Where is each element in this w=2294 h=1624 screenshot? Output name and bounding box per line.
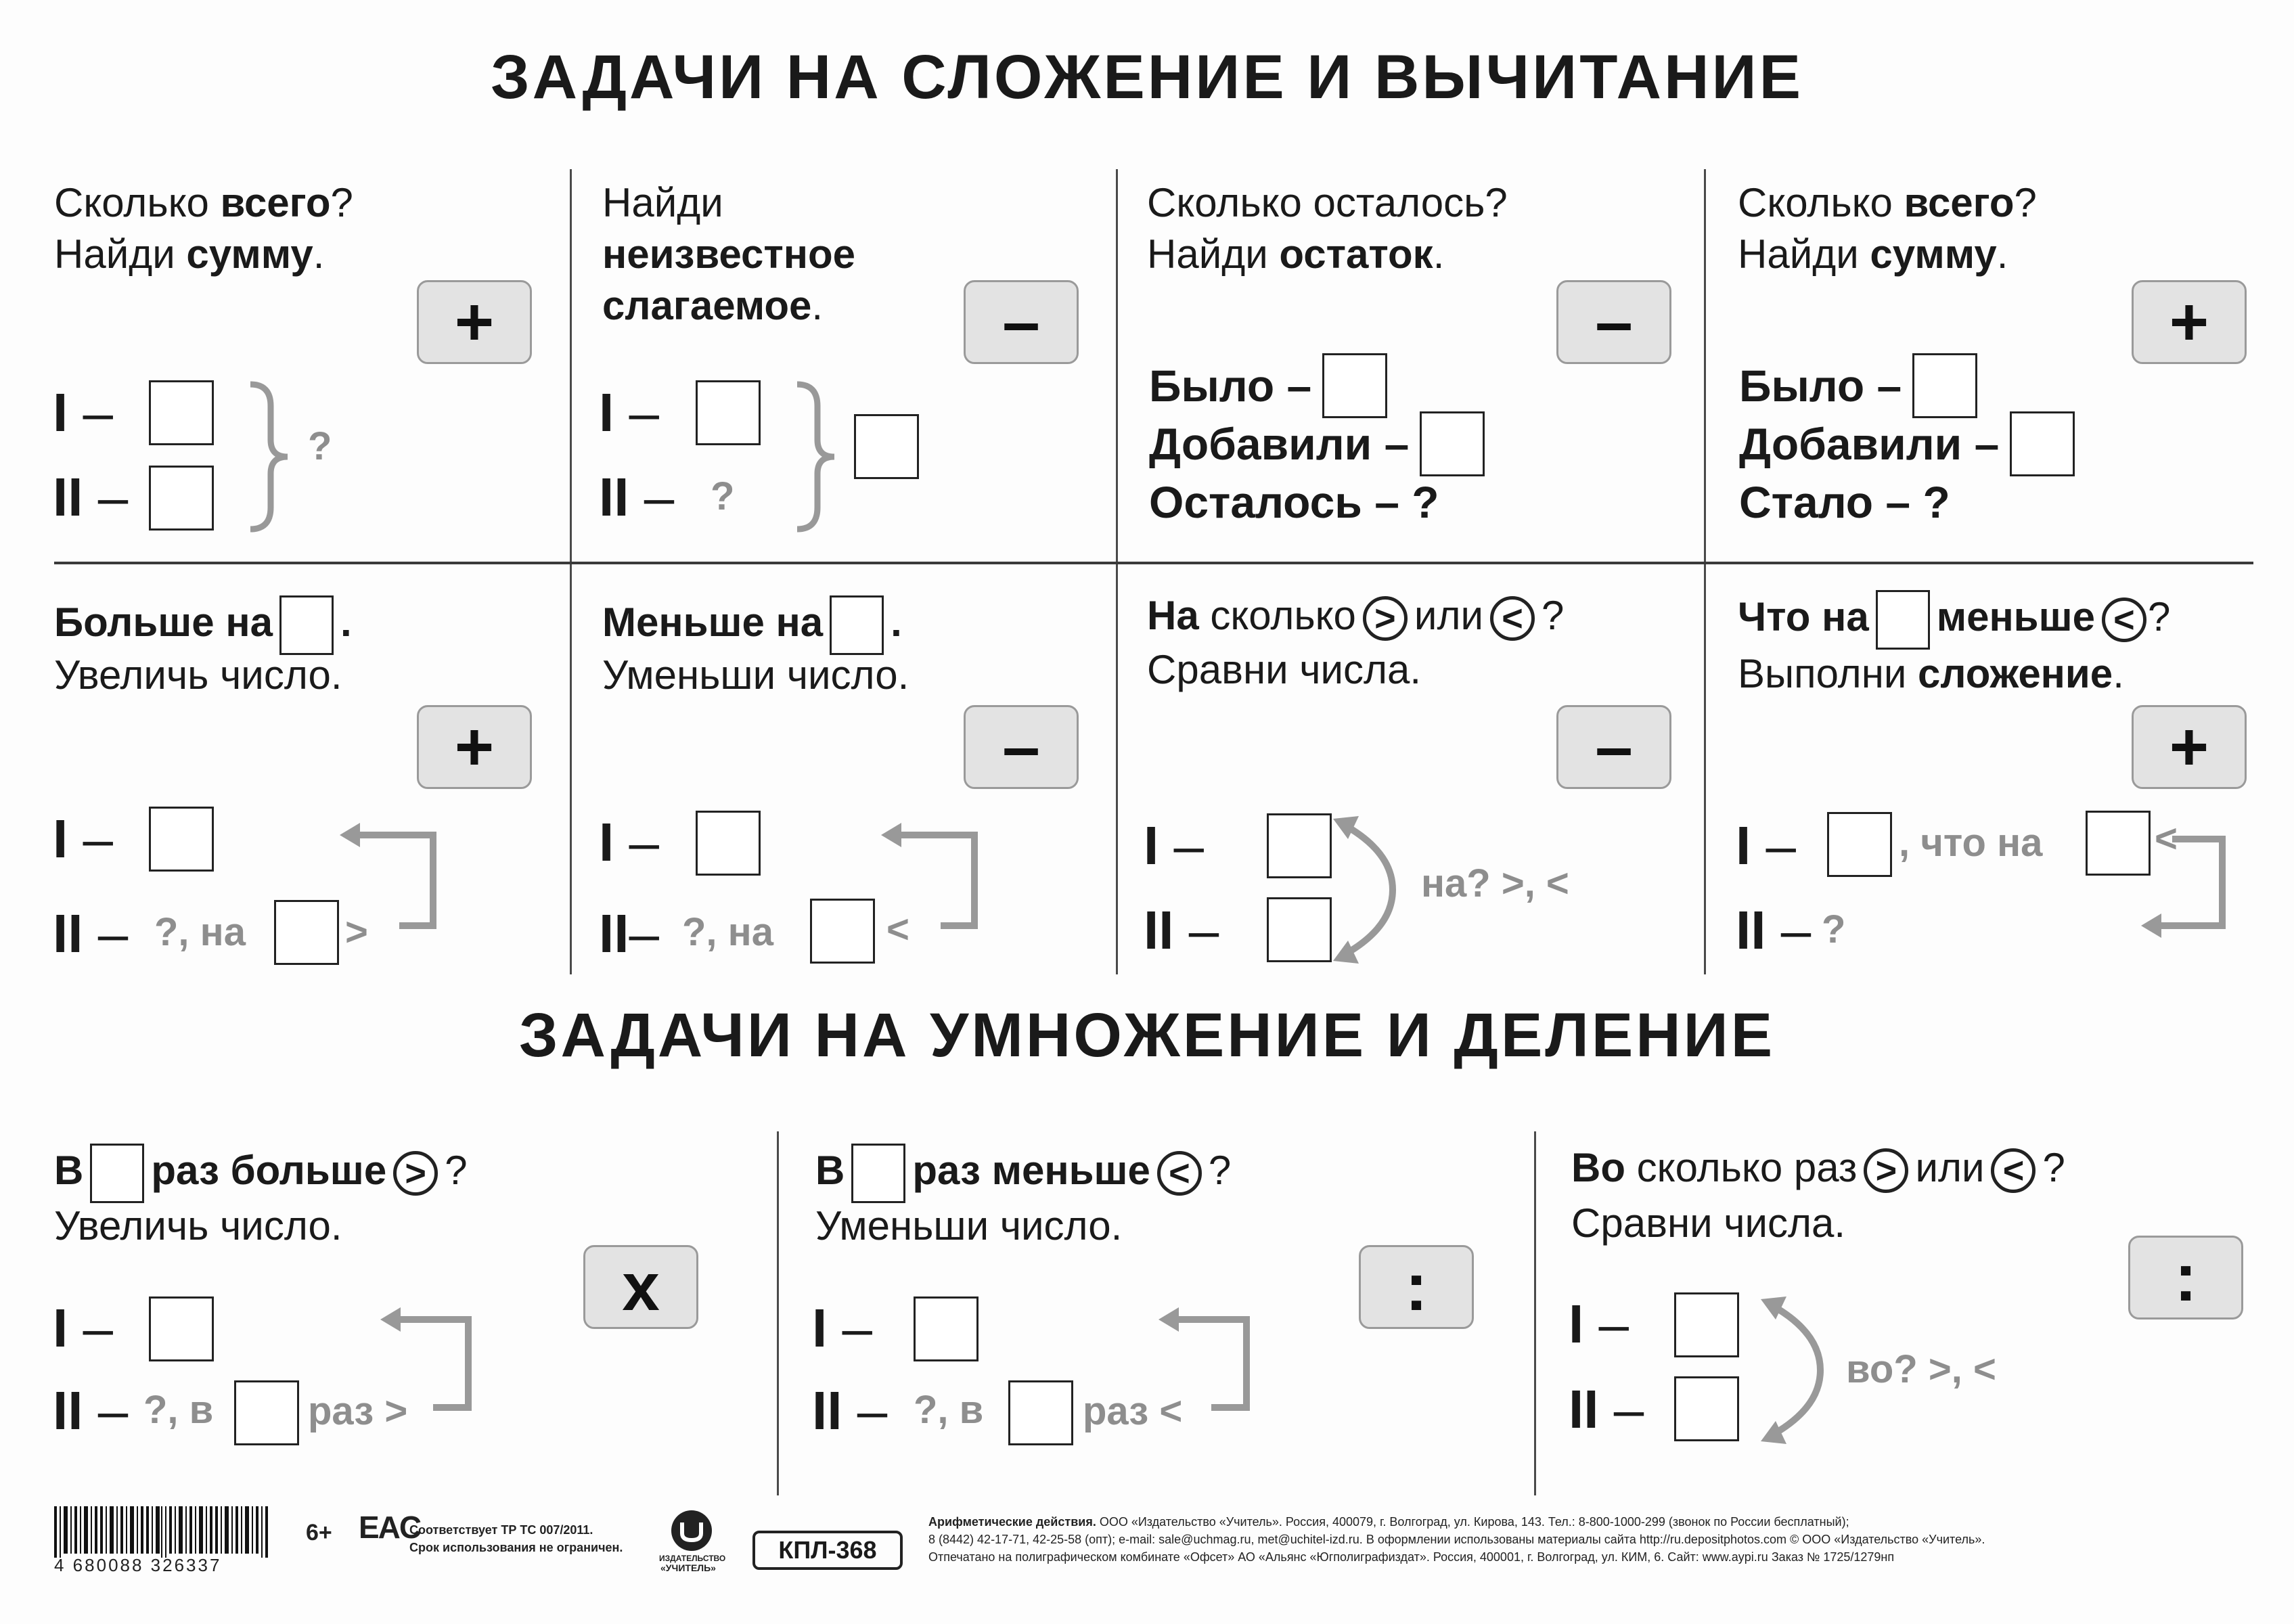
text: Выполни <box>1738 651 1918 696</box>
dash: – <box>97 903 129 964</box>
question-line <box>602 229 855 279</box>
dash: – <box>629 903 659 964</box>
text: Найди <box>1147 231 1280 277</box>
roman-two: II <box>53 467 83 527</box>
keyword: сумму <box>1870 231 1997 277</box>
dash: – <box>1598 1294 1629 1354</box>
hint-text: < <box>2155 817 2178 861</box>
keyword: всего <box>1904 180 2015 225</box>
minus-sign-card: – <box>1556 705 1671 789</box>
imprint-title: Арифметические действия. <box>928 1515 1096 1529</box>
row-label-2 <box>812 1380 887 1441</box>
keyword: Больше на <box>54 599 273 645</box>
less-than-icon: < <box>2102 597 2146 642</box>
dash: – <box>1188 900 1219 960</box>
barcode-number: 4 680088 326337 <box>54 1555 222 1575</box>
minus-sign-card: – <box>964 705 1079 789</box>
text: Сколько <box>1738 180 1904 225</box>
roman-one: I <box>1144 815 1159 876</box>
text: сколько раз <box>1625 1145 1858 1190</box>
title-mul-div: ЗАДАЧИ НА УМНОЖЕНИЕ И ДЕЛЕНИЕ <box>518 1001 1776 1070</box>
eac-mark: EAC <box>359 1510 421 1545</box>
unknown-mark: ? <box>308 424 332 468</box>
story-line-added <box>1149 411 1485 476</box>
keyword: неизвестное <box>602 231 856 277</box>
roman-one: I <box>812 1298 828 1358</box>
text: или <box>1915 1145 1985 1190</box>
row-label-1 <box>812 1298 872 1359</box>
dash: – <box>97 1380 129 1441</box>
text: ? <box>445 1147 468 1193</box>
roman-two: II <box>599 903 629 964</box>
roman-one: I <box>53 809 68 869</box>
question-line <box>54 595 352 655</box>
dash: – <box>842 1298 872 1358</box>
answer-box <box>149 466 214 531</box>
text: . <box>1996 231 2008 277</box>
text: Сколько <box>54 180 221 225</box>
imprint-line-3: Отпечатано на полиграфическом комбинате «Офсет» АО «Альянс «Югполиграфиздат». Россия, 400001, г. Волгоград, ул. КИМ, 6. Сайт: www.aypi.ru Заказ № 1725/1279нп <box>928 1550 1895 1564</box>
keyword: меньше <box>1936 593 2095 639</box>
dash: – <box>644 467 675 527</box>
text: . <box>313 231 325 277</box>
answer-box <box>810 899 875 964</box>
row-label-1 <box>53 382 113 443</box>
answer-box <box>1008 1380 1073 1445</box>
dash: – <box>83 1298 113 1358</box>
publisher-logo-caption-top: ИЗДАТЕЛЬСТВО <box>659 1554 726 1563</box>
question-line <box>1738 648 2124 699</box>
question-line: Уменьши число. <box>602 652 909 698</box>
question-line <box>1571 1142 2065 1193</box>
hint-text: , что на <box>1899 821 2043 865</box>
dash: – <box>83 382 113 443</box>
keyword: слагаемое <box>602 283 812 328</box>
hint-text: ?, в <box>914 1388 984 1432</box>
row-label-1 <box>1736 815 1796 876</box>
text: Добавили – <box>1739 419 2000 469</box>
row-label-2 <box>1569 1379 1644 1440</box>
dash: – <box>1173 815 1204 876</box>
plus-sign-card: + <box>2132 705 2247 789</box>
hint-text: ?, на <box>154 910 246 954</box>
roman-two: II <box>1569 1379 1599 1439</box>
answer-box <box>149 1296 214 1361</box>
divider <box>570 169 572 974</box>
keyword: Что на <box>1738 593 1869 639</box>
usage-line: Срок использования не ограничен. <box>409 1541 623 1554</box>
roman-two: II <box>1144 900 1174 960</box>
question-line: Сколько осталось? <box>1147 180 1508 225</box>
row-label-1 <box>599 382 659 443</box>
roman-two: II <box>812 1380 842 1441</box>
imprint-line-1 <box>928 1513 1849 1531</box>
dash: – <box>629 812 659 872</box>
greater-than-icon: > <box>1363 596 1408 641</box>
keyword: В <box>815 1147 845 1193</box>
row-label-2 <box>599 903 659 964</box>
curly-brace-icon <box>790 379 845 535</box>
double-arc-arrow-icon <box>1759 1292 1834 1448</box>
story-line-added <box>1739 411 2075 476</box>
keyword: сложение <box>1918 651 2113 696</box>
return-arrow-icon <box>338 817 447 932</box>
answer-box <box>1827 812 1892 877</box>
plus-sign-card: + <box>2132 280 2247 364</box>
keyword: На <box>1147 593 1199 638</box>
text: Добавили – <box>1149 419 1410 469</box>
age-rating: 6+ <box>306 1520 332 1546</box>
answer-box <box>696 380 761 445</box>
unknown-mark: ? <box>1822 907 1846 951</box>
return-arrow-icon <box>379 1306 487 1421</box>
story-line-was <box>1149 353 1387 418</box>
text: . <box>891 599 902 645</box>
dash: – <box>97 467 129 527</box>
keyword: Меньше на <box>602 599 824 645</box>
hint-text: ?, на <box>682 910 773 954</box>
certification-line: Соответствует ТР ТС 007/2011. <box>409 1523 593 1537</box>
answer-box <box>1322 353 1387 418</box>
answer-box <box>1267 813 1332 878</box>
dash: – <box>629 382 659 443</box>
text: Было – <box>1739 361 1902 411</box>
roman-one: I <box>1736 815 1751 876</box>
text: ? <box>1541 593 1565 638</box>
imprint-line-2: 8 (8442) 42-17-71, 42-25-58 (опт); e-mail: sale@uchmag.ru, met@uchitel-izd.ru. В оформлении использованы материалы сайта http://ru.depositphotos.com © ООО «Издательство «Учитель». <box>928 1533 1985 1546</box>
roman-two: II <box>1736 900 1766 960</box>
text: ООО «Издательство «Учитель». Россия, 400079, г. Волгоград, ул. Кирова, 143. Тел.: 8-800-1000-299 (звонок по России бесплатный); <box>1096 1515 1849 1529</box>
hint-text: < <box>886 907 909 951</box>
title-add-sub: ЗАДАЧИ НА СЛОЖЕНИЕ И ВЫЧИТАНИЕ <box>490 43 1803 112</box>
answer-box <box>914 1296 979 1361</box>
question-line <box>1738 177 2037 228</box>
story-line-was <box>1739 353 1977 418</box>
row-label-2 <box>599 467 674 528</box>
story-line-left <box>1149 470 1439 535</box>
question-line: Сравни числа. <box>1147 647 1422 692</box>
hint-text: > <box>345 910 368 954</box>
dash: – <box>857 1380 888 1441</box>
less-than-icon: < <box>1991 1148 2036 1193</box>
double-arc-arrow-icon <box>1332 812 1406 968</box>
divider <box>777 1131 779 1495</box>
divide-sign-card: : <box>2128 1236 2243 1320</box>
roman-two: II <box>53 1380 83 1441</box>
inline-box <box>279 595 334 655</box>
answer-box <box>149 807 214 872</box>
divider <box>54 562 2253 564</box>
keyword: В <box>54 1147 84 1193</box>
inline-box <box>830 595 884 655</box>
greater-than-icon: > <box>1864 1148 1908 1193</box>
row-label-1 <box>599 812 659 873</box>
text: . <box>340 599 352 645</box>
row-label-2 <box>1144 900 1219 961</box>
keyword: всего <box>220 180 331 225</box>
dash: – <box>1613 1379 1644 1439</box>
keyword: Во <box>1571 1145 1625 1190</box>
roman-one: I <box>53 382 68 443</box>
question-line <box>1738 590 2170 650</box>
text: Найди <box>54 231 187 277</box>
text: ? <box>1208 1147 1232 1193</box>
question-line <box>1147 590 1564 641</box>
minus-sign-card: – <box>964 280 1079 364</box>
divider <box>1534 1131 1536 1495</box>
keyword: сумму <box>186 231 313 277</box>
hint-text: во? >, < <box>1846 1347 1996 1391</box>
divider <box>1116 169 1118 974</box>
answer-box <box>1674 1292 1739 1357</box>
story-line-became <box>1739 470 1950 535</box>
text: сколько <box>1198 593 1356 638</box>
hint-text: раз < <box>1083 1389 1183 1433</box>
answer-box <box>1420 411 1485 476</box>
answer-box <box>696 811 761 876</box>
return-arrow-icon <box>880 817 988 932</box>
less-than-icon: < <box>1157 1151 1202 1196</box>
roman-one: I <box>53 1298 68 1358</box>
greater-than-icon: > <box>393 1151 438 1196</box>
roman-one: I <box>1569 1294 1584 1354</box>
text: Стало – ? <box>1739 477 1950 527</box>
answer-box <box>2010 411 2075 476</box>
question-line: Увеличь число. <box>54 652 342 698</box>
publisher-logo-icon <box>670 1509 713 1552</box>
row-label-2 <box>53 903 128 964</box>
question-line: Найди <box>602 180 723 225</box>
question-line: Сравни числа. <box>1571 1200 1846 1246</box>
text: ? <box>2042 1145 2065 1190</box>
hint-text: ?, в <box>143 1388 214 1432</box>
dash: – <box>1780 900 1812 960</box>
text: ? <box>2147 593 2171 639</box>
question-line <box>602 280 823 331</box>
question-line: Уменьши число. <box>815 1203 1123 1248</box>
text: ? <box>330 180 353 225</box>
curly-brace-icon <box>244 379 298 535</box>
return-arrow-icon <box>1157 1306 1265 1421</box>
answer-box <box>854 414 919 479</box>
question-line <box>815 1144 1231 1203</box>
text: Найди <box>1738 231 1870 277</box>
text: или <box>1414 593 1483 638</box>
plus-sign-card: + <box>417 705 532 789</box>
row-label-1 <box>1144 815 1204 876</box>
answer-box <box>1674 1376 1739 1441</box>
answer-box <box>1912 353 1977 418</box>
row-label-2 <box>53 467 128 528</box>
dash: – <box>1766 815 1796 876</box>
question-line <box>54 229 324 279</box>
keyword: раз больше <box>151 1147 387 1193</box>
less-than-icon: < <box>1490 596 1535 641</box>
multiply-sign-card: x <box>583 1245 698 1329</box>
return-arrow-icon <box>2138 831 2233 946</box>
inline-box <box>90 1144 144 1203</box>
question-line <box>602 595 902 655</box>
roman-one: I <box>599 812 614 872</box>
text: Было – <box>1149 361 1312 411</box>
hint-text: раз > <box>308 1389 408 1433</box>
text: . <box>811 283 824 328</box>
question-line <box>54 1144 468 1203</box>
row-label-1 <box>53 1298 113 1359</box>
inline-box <box>1876 590 1930 650</box>
roman-two: II <box>53 903 83 964</box>
inline-box <box>851 1144 905 1203</box>
keyword: раз меньше <box>912 1147 1150 1193</box>
question-line: Увеличь число. <box>54 1203 342 1248</box>
row-label-1 <box>1569 1294 1629 1355</box>
answer-box <box>234 1380 299 1445</box>
row-label-2 <box>53 1380 128 1441</box>
divider <box>1704 169 1706 974</box>
keyword: остаток <box>1279 231 1433 277</box>
answer-box <box>1267 897 1332 962</box>
roman-one: I <box>599 382 614 443</box>
product-code: КПЛ-368 <box>752 1531 903 1570</box>
answer-box <box>149 380 214 445</box>
row-label-1 <box>53 809 113 870</box>
publisher-logo-caption: «УЧИТЕЛЬ» <box>660 1562 716 1573</box>
text: ? <box>2014 180 2037 225</box>
text: . <box>1433 231 1445 277</box>
roman-two: II <box>599 467 629 527</box>
question-line <box>1738 229 2008 279</box>
divide-sign-card: : <box>1359 1245 1474 1329</box>
row-label-2 <box>1736 900 1811 961</box>
plus-sign-card: + <box>417 280 532 364</box>
text: . <box>2113 651 2124 696</box>
dash: – <box>83 809 113 869</box>
minus-sign-card: – <box>1556 280 1671 364</box>
question-line <box>1147 229 1444 279</box>
hint-text: на? >, < <box>1421 861 1569 905</box>
text: Осталось – ? <box>1149 477 1439 527</box>
answer-box <box>274 900 339 965</box>
question-line <box>54 177 353 228</box>
unknown-mark: ? <box>711 474 735 518</box>
